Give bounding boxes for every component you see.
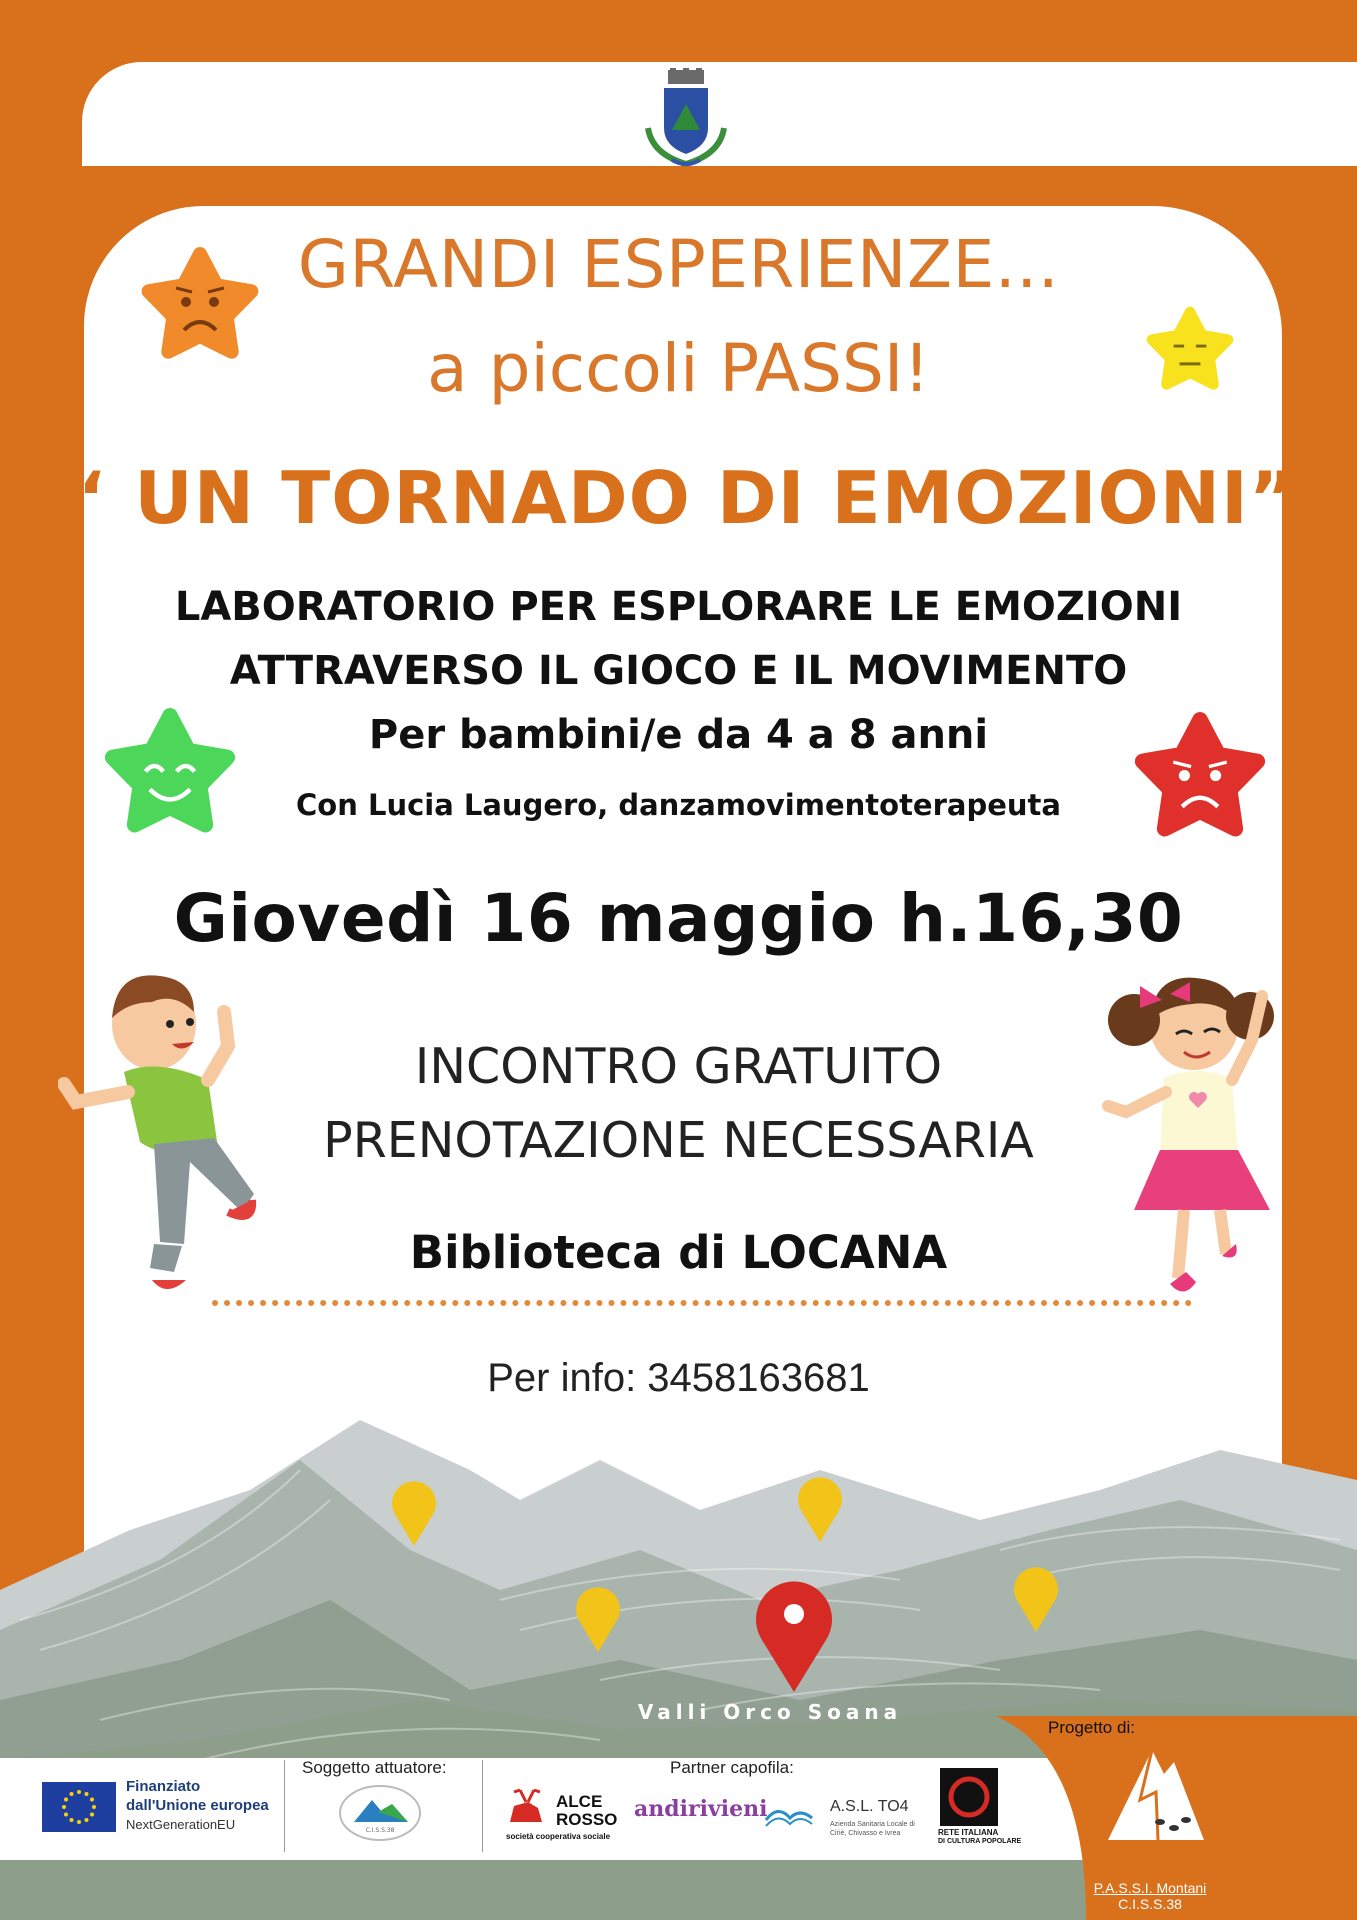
eu-star	[77, 1820, 81, 1824]
project-label: Progetto di:	[1048, 1718, 1135, 1737]
eu-star	[92, 1805, 96, 1809]
footer-divider	[482, 1760, 483, 1852]
event-headline: “ UN TORNADO DI EMOZIONI”	[59, 456, 1298, 540]
lab-description-line-2: ATTRAVERSO IL GIOCO E IL MOVIMENTO	[229, 648, 1128, 694]
ciss-logo-icon	[338, 1784, 422, 1842]
eu-flag-icon	[42, 1782, 116, 1832]
implementer-label: Soggetto attuatore:	[302, 1758, 447, 1777]
eu-star	[62, 1805, 66, 1809]
eu-star	[85, 1818, 89, 1822]
passi-mountain-logo-icon	[1100, 1740, 1210, 1850]
venue: Biblioteca di LOCANA	[409, 1226, 948, 1279]
footer-divider	[284, 1760, 285, 1852]
eu-star	[77, 1790, 81, 1794]
free-event-note: INCONTRO GRATUITO	[414, 1038, 943, 1095]
asl-subtitle: Azienda Sanitaria Locale di Ciriè, Chivasso e Ivrea	[830, 1821, 915, 1837]
booking-note: PRENOTAZIONE NECESSARIA	[323, 1112, 1034, 1169]
eu-funding-line-3: NextGenerationEU	[126, 1817, 236, 1832]
eu-star	[70, 1818, 74, 1822]
asl-name: A.S.L. TO4	[830, 1798, 909, 1815]
eu-star	[64, 1798, 68, 1802]
rete-italiana-line-2: DI CULTURA POPOLARE	[938, 1838, 1022, 1845]
title-line-1: GRANDI ESPERIENZE...	[297, 226, 1060, 303]
title-line-2: a piccoli PASSI!	[427, 330, 930, 407]
municipal-crest-icon	[642, 68, 730, 170]
alce-rosso-line-3: società cooperativa sociale	[506, 1832, 611, 1841]
dotted-divider	[212, 1300, 1192, 1306]
alce-rosso-line-1: ALCE	[556, 1792, 603, 1811]
alce-rosso-moose-icon	[504, 1786, 548, 1830]
alce-rosso-line-2: ROSSO	[556, 1810, 618, 1829]
asl-wave-icon	[764, 1800, 814, 1830]
passi-name	[1080, 1880, 1220, 1912]
lab-description-line-1: LABORATORIO PER ESPLORARE LE EMOZIONI	[174, 584, 1183, 630]
passi-name-line-1: P.A.S.S.I. Montani	[1093, 1880, 1207, 1896]
facilitator: Con Lucia Laugero, danzamovimentoterapeuta	[296, 788, 1061, 822]
eu-funding-line-1: Finanziato	[126, 1778, 201, 1795]
passi-name-line-2: C.I.S.S.38	[1118, 1896, 1182, 1912]
rete-italiana-line-1: RETE ITALIANA	[938, 1828, 999, 1837]
eu-star	[90, 1798, 94, 1802]
info-phone: Per info: 3458163681	[487, 1356, 870, 1400]
eu-star	[70, 1792, 74, 1796]
partner-label: Partner capofila:	[670, 1758, 794, 1777]
event-date: Giovedì 16 maggio h.16,30	[173, 880, 1184, 957]
eu-star	[85, 1792, 89, 1796]
andirivieni-logo: andirivieni	[634, 1796, 768, 1822]
eu-funding-line-2: dall'Unione europea	[126, 1797, 269, 1814]
svg-text:C.I.S.S.38: C.I.S.S.38	[365, 1827, 395, 1834]
eu-star	[90, 1813, 94, 1817]
age-range: Per bambini/e da 4 a 8 anni	[368, 712, 989, 758]
eu-star	[64, 1813, 68, 1817]
valley-label: Valli Orco Soana	[637, 1700, 903, 1724]
